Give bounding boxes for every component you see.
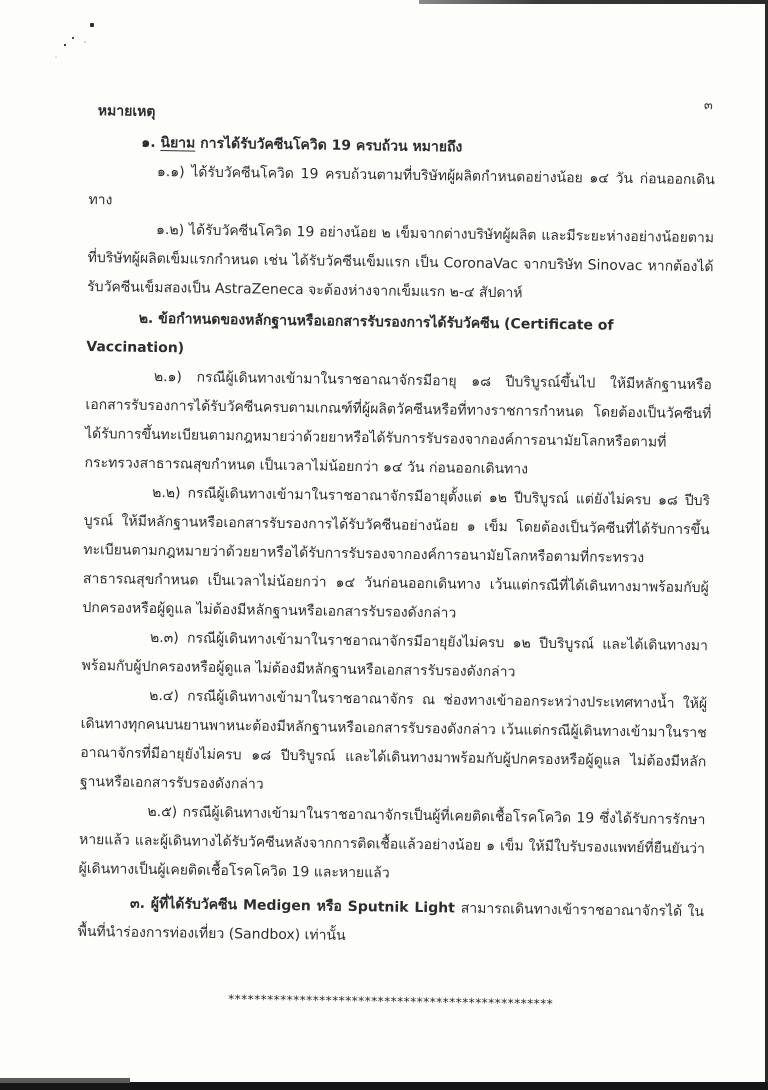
page-number: ๓ xyxy=(703,98,713,114)
clause-1-2: ๑.๒) ได้รับวัคซีนโควิด 19 อย่างน้อย ๒ เข็มจากต่างบริษัทผู้ผลิต และมีระยะห่างอย่างน้อยตามที่บริษัทผู้ผลิตเข็มแรกกำหนด เช่น ได้รับวัคซีนเข็มแรก เป็น CoronaVac จากบริษัท Sinovac หากต้องได้รับวัคซีนเข็มสองเป็น AstraZeneca จะต้องห่างจากเข็มแรก ๒-๔ สัปดาห์ xyxy=(87,221,715,302)
clause-2-2: ๒.๒) กรณีผู้เดินทางเข้ามาในราชอาณาจักรมีอายุตั้งแต่ ๑๒ ปีบริบูรณ์ แต่ยังไม่ครบ ๑๘ ปีบริบูรณ์ ให้มีหลักฐานหรือเอกสารรับรองการได้รับวัคซีนอย่างน้อย ๑ เข็ม โดยต้องเป็นวัคซีนที่ได้รับการขึ้นทะเบียนตามกฎหมายว่าด้วยยาหรือได้รับการรับรองจากองค์การอนามัยโลกหรือตามที่กระทรวงสาธารณสุขกำหนด เป็นเวลาไม่น้อยกว่า ๑๔ วันก่อนออกเดินทาง เว้นแต่กรณีที่ได้เดินทางมาพร้อมกับผู้ปกครองหรือผู้ดูแล ไม่ต้องมีหลักฐานหรือเอกสารรับรองดังกล่าว xyxy=(82,484,711,622)
note-label: หมายเหตุ xyxy=(97,103,156,120)
scan-edge-top xyxy=(419,0,768,4)
scan-edge-bottom xyxy=(0,1082,768,1090)
section-1-number: ๑. xyxy=(141,134,161,152)
section-3-paragraph xyxy=(77,889,704,956)
asterisk-separator: ************************************************** xyxy=(228,992,554,1011)
clause-2-1: ๒.๑) กรณีผู้เดินทางเข้ามาในราชอาณาจักรมีอายุ ๑๘ ปีบริบูรณ์ขึ้นไป ให้มีหลักฐานหรือเอกสารรับรองการได้รับวัคซีนครบตามเกณฑ์ที่ผู้ผลิตวัคซีนหรือที่ทางราชการกำหนด โดยต้องเป็นวัคซีนที่ได้รับการขึ้นทะเบียนตามกฎหมายว่าด้วยยาหรือได้รับการรับรองจากองค์การอนามัยโลกหรือตามที่กระทรวงสาธารณสุขกำหนด เป็นเวลาไม่น้อยกว่า ๑๔ วัน ก่อนออกเดินทาง xyxy=(84,368,712,478)
section-3-text: สามารถเดินทางเข้าราชอาณาจักรได้ ในพื้นที่นำร่องการท่องเที่ยว (Sandbox) เท่านั้น xyxy=(77,900,705,944)
section-1-term-underlined: นิยาม xyxy=(160,135,196,152)
clause-1-1: ๑.๑) ได้รับวัคซีนโควิด 19 ครบถ้วนตามที่บริษัทผู้ผลิตกำหนดอย่างน้อย ๑๔ วัน ก่อนออกเดินทาง xyxy=(88,164,715,209)
scan-edge-bottom-left xyxy=(0,1078,130,1083)
clause-2-4: ๒.๔) กรณีผู้เดินทางเข้ามาในราชอาณาจักร ณ ช่องทางเข้าออกระหว่างประเทศทางน้ำ ให้ผู้เดินทางทุกคนบนยานพาหนะต้องมีหลักฐานหรือเอกสารรับรองดังกล่าว เว้นแต่กรณีผู้เดินทางเข้ามาในราชอาณาจักรที่มีอายุยังไม่ครบ ๑๘ ปีบริบูรณ์ และได้เดินทางมาพร้อมกับผู้ปกครองหรือผู้ดูแล ไม่ต้องมีหลักฐานหรือเอกสารรับรองดังกล่าว xyxy=(79,687,708,793)
section-3-heading-bold: ๓. ผู้ที่ได้รับวัคซีน Medigen หรือ Sputnik Light xyxy=(129,895,461,917)
clause-2-5: ๒.๕) กรณีผู้เดินทางเข้ามาในราชอาณาจักรเป็นผู้ที่เคยติดเชื้อโรคโควิด 19 ซึ่งได้รับการรักษาหายแล้ว และผู้เดินทางได้รับวัคซีนหลังจากการติดเชื้อแล้วอย่างน้อย ๑ เข็ม ให้มีใบรับรองแพทย์ที่ยืนยันว่าผู้เดินทางเป็นผู้เคยติดเชื้อโรคโควิด 19 และหายแล้ว xyxy=(78,803,706,882)
section-2-heading: ๒. ข้อกำหนดของหลักฐานหรือเอกสารรับรองการได้รับวัคซีน (Certificate of Vaccination) xyxy=(86,310,614,357)
section-1-heading-rest: การได้รับวัคซีนโควิด 19 ครบถ้วน หมายถึง xyxy=(195,135,463,156)
clause-2-3: ๒.๓) กรณีผู้เดินทางเข้ามาในราชอาณาจักรมีอายุยังไม่ครบ ๑๒ ปีบริบูรณ์ และได้เดินทางมาพร้อมกับผู้ปกครองหรือผู้ดูแล ไม่ต้องมีหลักฐานหรือเอกสารรับรองดังกล่าว xyxy=(81,629,709,681)
